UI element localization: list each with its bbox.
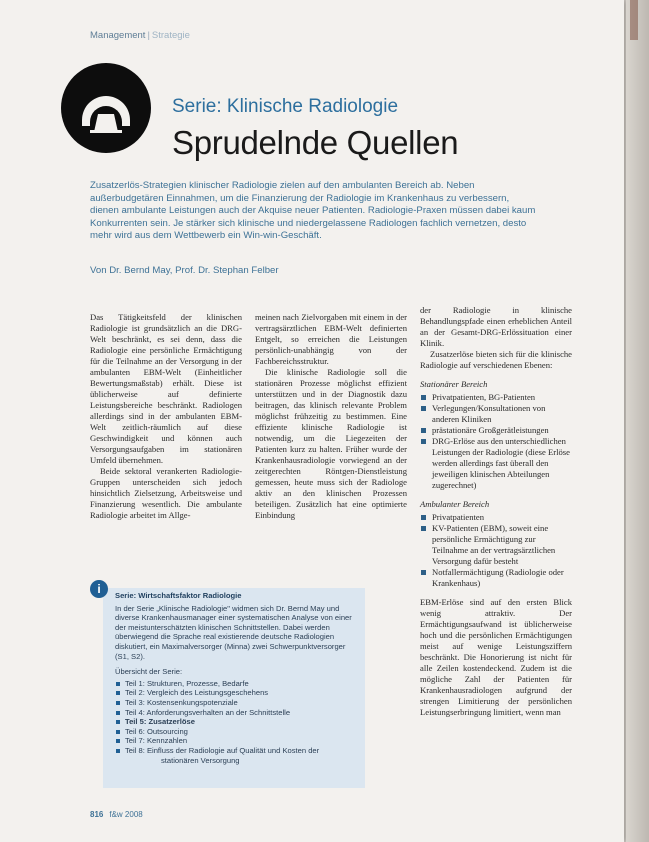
list-item: Privatpatienten [420,512,572,523]
list-item: Notfallermächtigung (Radiologie oder Krankenhaus) [420,567,572,589]
series-part-label: Teil 8: Einfluss der Radiologie auf Qualität und Kosten der [125,745,320,755]
tunnel-radiology-logo-icon [60,62,152,154]
infobox-overview-label: Übersicht der Serie: [115,667,183,677]
lead-paragraph: Zusatzerlös-Strategien klinischer Radiologie zielen auf den ambulanten Bereich ab. Neben außerbudgetären Einnahmen, um die Finanzierung der Radiologie im Krankenhaus zu verbessern, dienen ambulante Leistungen auch der Akquise neuer Patienten. Radiologie-Praxen müssen dabei kaum Konkurrenten sein. Je stärker sich klinische und niedergelassene Radiologen fachlich vernetzen, desto mehr wird aus dem Wettbewerb ein Win-win-Geschäft. [90,180,536,242]
body-paragraph: EBM-Erlöse sind auf den ersten Blick wenig attraktiv. Der Ermächtigungsaufwand ist üblicherweise hoch und die persönlichen Ermächtigungen meist auf wenige Leistungsziffern beschränkt. Die Honorierung ist nicht für alle Zeilen kostendeckend. Zudem ist die mögliche Zahl der Patienten für Krankenhausradiologen aufgrund der strengen Limitierung der persönlichen Leistungserbringung limitiert, wenn man [420,597,572,717]
series-part: Teil 3: Kostensenkungspotenziale [115,698,357,708]
infobox [103,588,365,788]
subheading-stationary: Stationärer Bereich [420,379,488,389]
body-column-1 [90,312,242,521]
page-title: Sprudelnde Quellen [172,124,459,161]
page-footer [90,810,143,819]
infobox-title: Serie: Wirtschaftsfaktor Radiologie [115,591,242,600]
series-part: Teil 6: Outsourcing [115,727,357,737]
series-part: Teil 7: Kennzahlen [115,736,357,746]
body-column-3 [420,305,572,718]
body-column-2 [255,312,407,521]
infobox-body: In der Serie „Klinische Radiologie" widmen sich Dr. Bernd May und diverse Krankenhausmanager einer systematischen Analyse von einer der meistunterschätzten klinischen Schnittstellen. Dabei werden überwiegend die Sprache real existierende deutsche Radiologien diskutiert, ein Maximalversorger (Minna) zwei Schwerpunktversorger (S1, S2). [115,603,352,661]
breadcrumb-section: Management [90,30,146,41]
list-item: prästationäre Großgerätleistungen [420,425,572,436]
body-paragraph: Das Tätigkeitsfeld der klinischen Radiologie ist grundsätzlich an die DRG-Welt beschränkt, es sei denn, dass die Radiologie eine persönliche Ermächtigung für die Teilnahme an der Versorgung in der ambulanten EBM-Welt (Einheitlicher Bewertungsmaßstab) erhält. Diese ist üblicherweise auf definierte Leistungsbereiche beschränkt. Radiologen allerdings sind in der ambulanten EBM-Welt zeitlich-räumlich auf diese Geschwindigkeit und können auch Versorgungsaufgaben im stationären Umfeld übernehmen. [90,312,242,465]
list-item: KV-Patienten (EBM), soweit eine persönliche Ermächtigung zur Teilnahme an der vertragsärztlichen Versorgung dafür besteht [420,523,572,567]
series-part: Teil 4: Anforderungsverhalten an der Schnittstelle [115,708,357,718]
list-item: Privatpatienten, BG-Patienten [420,392,572,403]
info-icon: i [90,580,108,598]
series-label: Serie: Klinische Radiologie [172,96,399,117]
list-item: Verlegungen/Konsultationen von anderen Kliniken [420,403,572,425]
stationary-list [420,392,572,491]
subheading-ambulant: Ambulanter Bereich [420,499,490,509]
page-number: 816 [90,810,104,819]
adjacent-page-mark [630,0,638,40]
breadcrumb [90,30,190,41]
series-part-current: Teil 5: Zusatzerlöse [115,717,357,727]
series-part [115,746,357,765]
breadcrumb-sub: Strategie [151,30,190,41]
infobox-content [115,591,357,765]
series-part: Teil 1: Strukturen, Prozesse, Bedarfe [115,679,357,689]
author-byline: Von Dr. Bernd May, Prof. Dr. Stephan Felber [90,265,279,276]
list-item: DRG-Erlöse aus den unterschiedlichen Leistungen der Radiologie (diese Erlöse werden allerdings fast überall den jeweiligen klinischen Abteilungen zugerechnet) [420,436,572,491]
ambulant-list [420,512,572,589]
body-paragraph: Die klinische Radiologie soll die stationären Prozesse möglichst effizient unterstützen und in der Diagnostik dazu beitragen, das klinisch relevante Problem möglichst frühzeitig zu bestimmen. Eine effiziente klinische Radiologie ist notwendig, um die Liegezeiten der Patienten kurz zu halten. Früher wurde der Krankenhausradiologie vorwiegend an der zeitgerechten Röntgen-Dienstleistung gemessen, heute muss sich der Radiologe aktiv an den klinischen Prozessen beteiligen. Zusätzlich hat eine optimierte Einbindung [255,367,407,520]
body-paragraph: der Radiologie in klinische Behandlungspfade einen erheblichen Anteil an der Gesamt-DRG-Erlössituation einer Klinik. [420,305,572,348]
body-paragraph: Zusatzerlöse bieten sich für die klinische Radiologie auf verschiedenen Ebenen: [420,349,572,370]
series-part-continuation: stationären Versorgung [161,755,240,765]
body-paragraph: Beide sektoral verankerten Radiologie-Gruppen unterscheiden sich jedoch hinsichtlich Zielsetzung, Arbeitsweise und Finanzierung wesentlich. Die ambulante Radiologie arbeitet im Allge- [90,466,242,520]
series-parts-list [115,679,357,765]
series-part: Teil 2: Vergleich des Leistungsgeschehens [115,688,357,698]
issue-label: f&w 2008 [109,810,143,819]
adjacent-page-edge [626,0,649,842]
body-paragraph: meinen nach Zielvorgaben mit einem in der vertragsärztlichen EBM-Welt definierten Entgelt, so erreichen die Leistungen persönlich-unabhängig von der Fachbereichsstruktur. [255,312,407,366]
breadcrumb-separator: | [147,30,150,41]
